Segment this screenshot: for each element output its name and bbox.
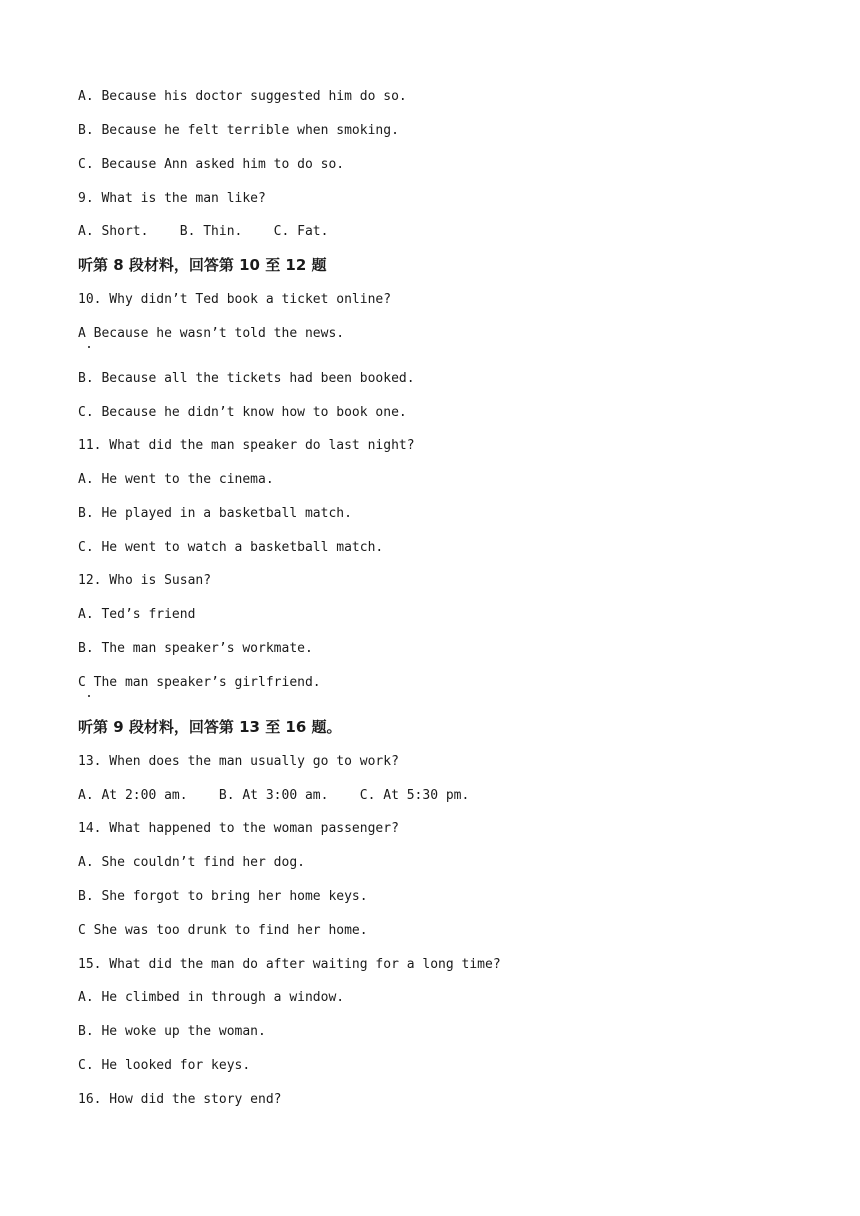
option-8c: C. Because Ann asked him to do so. <box>78 157 345 172</box>
option-14a: A. She couldn’t find her dog. <box>78 855 305 870</box>
punctuation-dot <box>88 346 90 348</box>
question-15: 15. What did the man do after waiting for a long time? <box>78 957 501 972</box>
option-12b: B. The man speaker’s workmate. <box>78 641 313 656</box>
option-14b: B. She forgot to bring her home keys. <box>78 889 368 904</box>
option-15a: A. He climbed in through a window. <box>78 990 345 1005</box>
option-11a: A. He went to the cinema. <box>78 472 274 487</box>
options-9: A. Short. B. Thin. C. Fat. <box>78 224 329 239</box>
question-13: 13. When does the man usually go to work? <box>78 754 399 769</box>
option-11b: B. He played in a basketball match. <box>78 506 352 521</box>
option-12a: A. Ted’s friend <box>78 607 196 622</box>
option-15b: B. He woke up the woman. <box>78 1024 266 1039</box>
punctuation-dot <box>88 695 90 697</box>
question-9: 9. What is the man like? <box>78 191 266 206</box>
option-10b: B. Because all the tickets had been booked. <box>78 371 415 386</box>
option-15c: C. He looked for keys. <box>78 1058 251 1073</box>
option-10c: C. Because he didn’t know how to book one. <box>78 405 407 420</box>
options-13: A. At 2:00 am. B. At 3:00 am. C. At 5:30 pm. <box>78 788 470 803</box>
question-10: 10. Why didn’t Ted book a ticket online? <box>78 292 392 307</box>
option-8a: A. Because his doctor suggested him do so. <box>78 89 407 104</box>
question-12: 12. Who is Susan? <box>78 573 212 588</box>
option-12c: C The man speaker’s girlfriend. <box>78 675 321 690</box>
question-16: 16. How did the story end? <box>78 1092 282 1107</box>
option-10a: A Because he wasn’t told the news. <box>78 326 345 341</box>
section-heading-9: 听第 9 段材料，回答第 13 至 16 题。 <box>78 718 342 736</box>
question-11: 11. What did the man speaker do last night? <box>78 438 415 453</box>
option-11c: C. He went to watch a basketball match. <box>78 540 384 555</box>
option-8b: B. Because he felt terrible when smoking. <box>78 123 399 138</box>
section-heading-8: 听第 8 段材料，回答第 10 至 12 题 <box>78 256 327 274</box>
option-14c: C She was too drunk to find her home. <box>78 923 368 938</box>
question-14: 14. What happened to the woman passenger? <box>78 821 399 836</box>
